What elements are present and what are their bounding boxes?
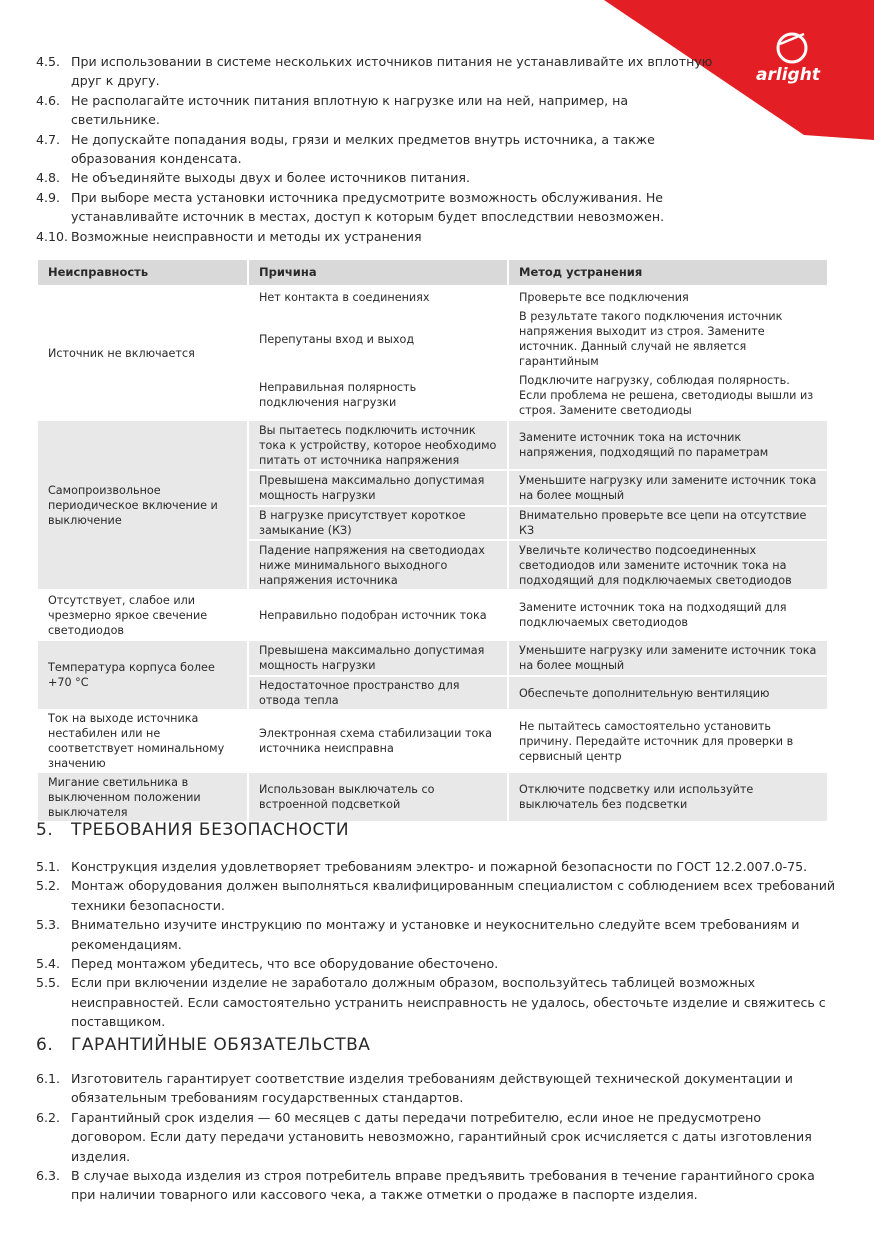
cause-cell: Падение напряжения на светодиодах ниже минимального выходного напряжения источника [248,540,508,590]
fault-cell: Ток на выходе источника нестабилен или не соответствует номинальному значению [37,710,248,772]
fix-cell: В результате такого подключения источник напряжения выходит из строя. Замените источник. Данный случай не является гарантийным [508,308,828,370]
table-row [37,420,828,470]
section-title: ТРЕБОВАНИЯ БЕЗОПАСНОСТИ [71,820,350,840]
list-item: 4.6. Не располагайте источник питания вплотную к нагрузке или на ней, например, на светильнике. [36,92,629,128]
warranty-list [36,1069,836,1205]
table-row [37,710,828,772]
fault-cell: Источник не включается [37,286,248,420]
fix-cell: Внимательно проверьте все цепи на отсутствие КЗ [508,506,828,540]
list-item: 4.10. Возможные неисправности и методы их устранения [36,228,422,244]
cause-cell: В нагрузке присутствует короткое замыкание (КЗ) [248,506,508,540]
fix-cell: Замените источник тока на подходящий для подключаемых светодиодов [508,590,828,640]
table-row [37,772,828,822]
list-item: 4.5. При использовании в системе нескольких источников питания не устанавливайте их вплотную друг к другу. [36,54,713,89]
column-header-fix: Метод устранения [508,259,828,286]
fault-cell: Самопроизвольное периодическое включение и выключение [37,420,248,590]
section-6-heading: 6. ГАРАНТИЙНЫЕ ОБЯЗАТЕЛЬСТВА [36,1035,371,1055]
fix-cell: Подключите нагрузку, соблюдая полярность. Если проблема не решена, светодиоды вышли из строя. Замените светодиоды [508,370,828,420]
fix-cell: Уменьшите нагрузку или замените источник тока на более мощный [508,640,828,676]
cause-cell: Электронная схема стабилизации тока источника неисправна [248,710,508,772]
logo-wordmark: arlight [756,65,820,85]
fix-cell: Не пытайтесь самостоятельно установить причину. Передайте источник для проверки в сервисный центр [508,710,828,772]
precautions-list [36,52,716,246]
fix-cell: Проверьте все подключения [508,286,828,308]
list-item: 4.7. Не допускайте попадания воды, грязи и мелких предметов внутрь источника, а также образования конденсата. [36,131,655,167]
list-item: 4.9. При выборе места установки источника предусмотрите возможность обслуживания. Не устанавливайте источник в местах, доступ к которым будет впоследствии невозможен. [36,189,665,225]
fault-cell: Мигание светильника в выключенном положении выключателя [37,772,248,822]
troubleshooting-table [36,258,829,823]
table-row [37,640,828,676]
fix-cell: Увеличьте количество подсоединенных светодиодов или замените источник тока на подходящий для подключаемых светодиодов [508,540,828,590]
section-title: ГАРАНТИЙНЫЕ ОБЯЗАТЕЛЬСТВА [71,1035,371,1055]
fault-cell: Температура корпуса более +70 °C [37,640,248,710]
column-header-fault: Неисправность [37,259,248,286]
fix-cell: Обеспечьте дополнительную вентиляцию [508,676,828,710]
fix-cell: Отключите подсветку или используйте выключатель без подсветки [508,772,828,822]
cause-cell: Превышена максимально допустимая мощность нагрузки [248,470,508,506]
fix-cell: Замените источник тока на источник напряжения, подходящий по параметрам [508,420,828,470]
table-row [37,590,828,640]
cause-cell: Использован выключатель со встроенной подсветкой [248,772,508,822]
cause-cell: Недостаточное пространство для отвода тепла [248,676,508,710]
cause-cell: Нет контакта в соединениях [248,286,508,308]
cause-cell: Неправильная полярность подключения нагрузки [248,370,508,420]
cause-cell: Перепутаны вход и выход [248,308,508,370]
list-item: 6.3. В случае выхода изделия из строя потребитель вправе предъявить требования в течение гарантийного срока при наличии товарного или кассового чека, а также отметки о продаже в паспорте изделия. [36,1168,815,1203]
list-item: 6.1. Изготовитель гарантирует соответствие изделия требованиям действующей технической документации и обязательным требованиям государственных стандартов. [36,1071,793,1106]
list-item: 6.2. Гарантийный срок изделия — 60 месяцев с даты передачи потребителю, если иное не предусмотрено договором. Если дату передачи установить невозможно, гарантийный срок исчисляется с даты изготовления изделия. [36,1109,812,1164]
fix-cell: Уменьшите нагрузку или замените источник тока на более мощный [508,470,828,506]
cause-cell: Вы пытаетесь подключить источник тока к устройству, которое необходимо питать от источника напряжения [248,420,508,470]
table-row [37,286,828,308]
fault-cell: Отсутствует, слабое или чрезмерно яркое свечение светодиодов [37,590,248,640]
list-item: 5.4. Перед монтажом убедитесь, что все оборудование обесточено. [36,956,499,972]
section-5-heading: 5. ТРЕБОВАНИЯ БЕЗОПАСНОСТИ [36,820,350,840]
cause-cell: Превышена максимально допустимая мощность нагрузки [248,640,508,676]
list-item: 5.1. Конструкция изделия удовлетворяет требованиям электро- и пожарной безопасности по ГОСТ 12.2.007.0-75. [36,859,808,874]
cause-cell: Неправильно подобран источник тока [248,590,508,640]
list-item: 5.2. Монтаж оборудования должен выполняться квалифицированным специалистом с соблюдением всех требований техники безопасности. [36,878,836,913]
column-header-cause: Причина [248,259,508,286]
list-item: 5.3. Внимательно изучите инструкцию по монтажу и установке и неукоснительно следуйте всем требованиям и рекомендациям. [36,917,800,952]
list-item: 5.5. Если при включении изделие не заработало должным образом, воспользуйтесь таблицей возможных неисправностей. Если самостоятельно устранить неисправность не удалось, обесточьте изделие и свяжитесь с поставщиком. [36,975,826,1030]
safety-list [36,857,836,1032]
table-header-row [37,259,828,286]
list-item: 4.8. Не объединяйте выходы двух и более источников питания. [36,170,470,186]
